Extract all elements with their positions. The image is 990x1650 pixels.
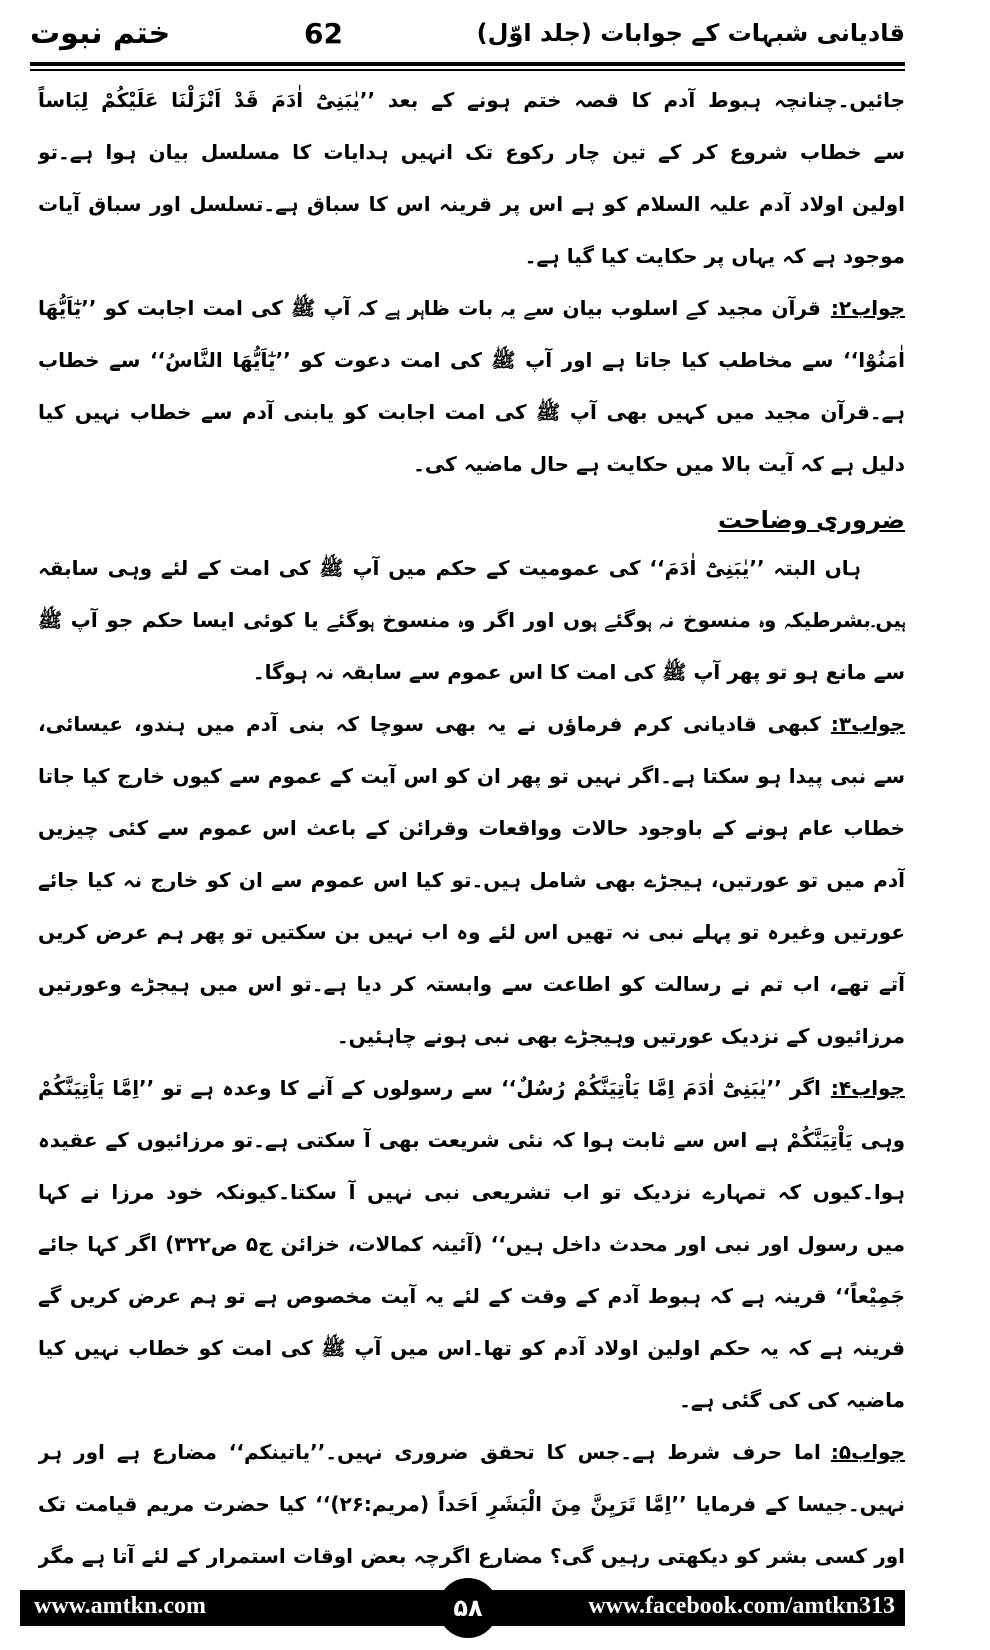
footer-website-link[interactable]: www.amtkn.com xyxy=(34,1593,206,1619)
line-text: وہی یَاْتِیَنَّکُمْ ہے اس سے ثابت ہوا کہ نئی شریعت بھی آ سکتی ہے۔تو مرزائیوں کے عقیدہ xyxy=(38,1128,905,1152)
line-text: دلیل ہے کہ آیت بالا میں حکایت ہے حال ماضیہ کی۔ xyxy=(413,452,905,476)
text-line xyxy=(38,750,905,802)
answer-line xyxy=(38,282,905,334)
line-text: اگر ’’یٰبَنِیْٓ اٰدَمَ اِمَّا یَاْتِیَنَّکُمْ رُسُلٌ‘‘ سے رسولوں کے آنے کا وعدہ ہے تو ’’اِمَّا یَاْتِیَنَّکُمْ xyxy=(38,1076,821,1100)
line-text: عورتیں وغیرہ تو پہلے نبی نہ تھیں اس لئے وہ اب نہیں بن سکتیں تو پھر ہم عرض کریں xyxy=(38,920,905,944)
text-line xyxy=(38,1270,905,1322)
line-text: نہیں۔جیسا کے فرمایا ’’اِمَّا تَرَیِنَّ مِنَ الْبَشَرِ اَحَداً (مریم:۲۶)‘‘ کیا حضرت مریم قیامت تک xyxy=(38,1492,905,1516)
text-line xyxy=(38,230,905,282)
text-line xyxy=(38,1166,905,1218)
line-text: قرآن مجید کے اسلوب بیان سے یہ بات ظاہر ہے کہ آپ ﷺ کی امت اجابت کو ’’یٰٓاَیُّھَا xyxy=(38,296,821,320)
text-line xyxy=(38,1478,905,1530)
text-line xyxy=(38,854,905,906)
text-line xyxy=(38,646,905,698)
text-line xyxy=(38,386,905,438)
page-footer xyxy=(20,1590,905,1626)
line-text: اما حرف شرط ہے۔جس کا تحقق ضروری نہیں۔’’یاتینکم‘‘ مضارع ہے اور ہر xyxy=(38,1440,821,1464)
line-text: ہاں البتہ ’’یٰبَنِیْٓ اٰدَمَ‘‘ کی عمومیت کے حکم میں آپ ﷺ کی امت کے لئے وہی سابقہ xyxy=(38,556,861,580)
line-text: اولین اولاد آدم علیہ السلام کو ہے اس پر قرینہ اس کا سباق ہے۔تسلسل اور سباق آیات xyxy=(38,192,905,216)
line-text: سے مانع ہو تو پھر آپ ﷺ کی امت کا اس عموم سے سابقہ نہ ہوگا۔ xyxy=(252,660,905,684)
section-heading: ضروری وضاحت xyxy=(717,506,905,534)
line-text: آدم میں تو عورتیں، ہیجڑے بھی شامل ہیں۔تو کیا اس عموم سے ان کو خارج نہ کیا جائے xyxy=(38,868,905,892)
line-text: جَمِیْعاً‘‘ قرینہ ہے کہ ہبوط آدم کے وقت کے لئے یہ آیت مخصوص ہے تو ہم عرض کریں گے xyxy=(38,1284,905,1308)
text-line xyxy=(38,594,905,646)
line-text: خطاب عام ہونے کے باوجود حالات وواقعات وقرائن کے باعث اس عموم سے کئی چیزیں xyxy=(38,816,905,840)
line-text: اور کسی بشر کو دیکھتی رہیں گی؟ مضارع اگرچہ بعض اوقات استمرار کے لئے آتا ہے مگر xyxy=(38,1544,905,1568)
text-line xyxy=(38,1114,905,1166)
line-text: اٰمَنُوْا‘‘ سے مخاطب کیا جاتا ہے اور آپ ﷺ کی امت دعوت کو ’’یٰٓاَیُّھَا النَّاسُ‘‘ سے خطاب xyxy=(38,348,905,372)
line-text: جائیں۔چنانچہ ہبوط آدم کا قصہ ختم ہونے کے بعد ’’یٰبَنِیْٓ اٰدَمَ قَدْ اَنْزَلْنَا عَلَیْکُمْ لِبَاساً xyxy=(38,88,905,112)
line-text: ہوا۔کیوں کہ تمہارے نزدیک تو اب تشریعی نبی نہیں آ سکتا۔کیونکہ خود مرزا نے کہا xyxy=(38,1180,905,1204)
header-book-title: قادیانی شبہات کے جوابات (جلد اوّل) xyxy=(476,19,905,47)
text-line xyxy=(38,1322,905,1374)
text-line xyxy=(38,438,905,490)
answer-line xyxy=(38,1062,905,1114)
answer-line xyxy=(38,1426,905,1478)
text-line xyxy=(38,1530,905,1582)
section-before-heading xyxy=(38,74,905,490)
page-body xyxy=(38,74,905,1582)
line-text: سے خطاب شروع کر کے تین چار رکوع تک انہیں ہدایات کا مسلسل بیان ہوا ہے۔تو xyxy=(38,140,905,164)
header-brand: ختم نبوت xyxy=(30,15,171,51)
footer-page-number: ۵۸ xyxy=(438,1578,498,1638)
text-line xyxy=(38,802,905,854)
header-rule-thick xyxy=(30,62,905,66)
line-text: ہیں۔بشرطیکہ وہ منسوخ نہ ہوگئے ہوں اور اگر وہ منسوخ ہوگئے یا کوئی ایسا حکم جو آپ ﷺ xyxy=(38,608,905,632)
section-after-heading xyxy=(38,542,905,1582)
text-line xyxy=(38,126,905,178)
text-line xyxy=(38,178,905,230)
page-header xyxy=(30,8,905,58)
line-text: میں رسول اور نبی اور محدث داخل ہیں‘‘ (آئینہ کمالات، خزائن ج۵ ص۳۲۲) اگر کہا جائے xyxy=(38,1232,905,1256)
text-line xyxy=(38,906,905,958)
text-line xyxy=(38,334,905,386)
text-line xyxy=(38,1218,905,1270)
line-text: ماضیہ کی کی گئی ہے۔ xyxy=(679,1388,905,1412)
line-text: کبھی قادیانی کرم فرماؤں نے یہ بھی سوچا کہ بنی آدم میں ہندو، عیسائی، xyxy=(38,712,821,736)
line-text: ہے۔قرآن مجید میں کہیں بھی آپ ﷺ کی امت اجابت کو یابنی آدم سے خطاب نہیں کیا xyxy=(38,400,905,424)
text-line xyxy=(38,1374,905,1426)
line-text: قرینہ ہے کہ یہ حکم اولین اولاد آدم کو تھا۔اس میں آپ ﷺ کی امت کو خطاب نہیں کیا xyxy=(38,1336,905,1360)
line-text: آتے تھے، اب تم نے رسالت کو اطاعت سے وابستہ کر دیا ہے۔تو اس میں ہیجڑے وعورتیں xyxy=(38,972,905,996)
header-rule-thin xyxy=(30,69,905,71)
header-page-number: 62 xyxy=(304,16,343,50)
line-text: مرزائیوں کے نزدیک عورتیں وہیجڑے بھی نبی ہونے چاہئیں۔ xyxy=(336,1024,905,1048)
answer-label: جواب۴: xyxy=(830,1076,905,1100)
answer-label: جواب۵: xyxy=(830,1440,905,1464)
answer-line xyxy=(38,698,905,750)
text-line xyxy=(38,958,905,1010)
answer-label: جواب۲: xyxy=(830,296,905,320)
text-line xyxy=(38,542,905,594)
text-line xyxy=(38,74,905,126)
answer-label: جواب۳: xyxy=(830,712,905,736)
line-text: سے نبی پیدا ہو سکتا ہے۔اگر نہیں تو پھر ان کو اس آیت کے عموم سے کیوں خارج کیا جاتا xyxy=(38,764,905,788)
line-text: موجود ہے کہ یہاں پر حکایت کیا گیا ہے۔ xyxy=(524,244,905,268)
footer-facebook-link[interactable]: www.facebook.com/amtkn313 xyxy=(588,1593,895,1619)
text-line xyxy=(38,1010,905,1062)
